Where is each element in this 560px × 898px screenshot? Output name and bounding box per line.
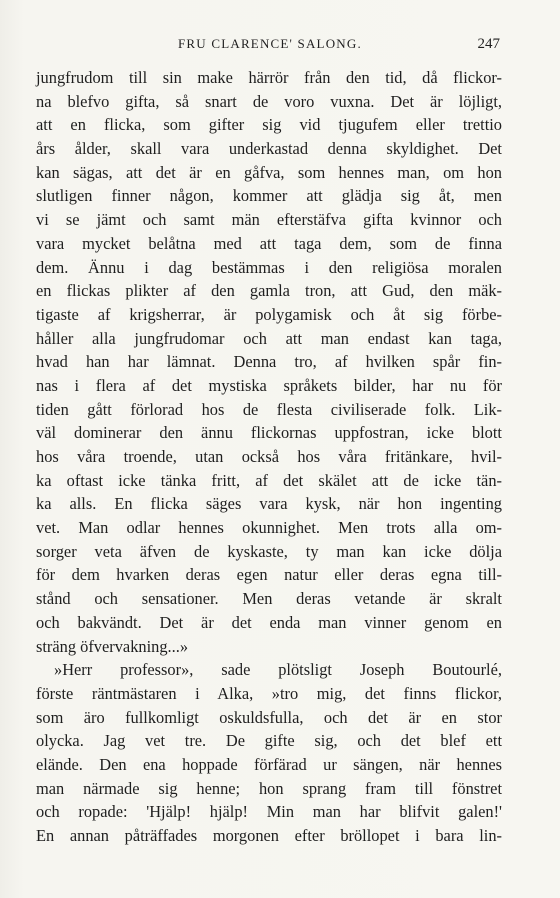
text-line: vet. Man odlar hennes okunnighet. Men trots alla om- xyxy=(36,518,502,538)
page-header xyxy=(0,36,560,56)
text-line: hos våra troende, utan också hos våra fritänkare, hvil- xyxy=(36,447,502,466)
text-line: nas i flera af det mystiska språkets bilder, har nu för xyxy=(36,375,502,395)
text-line: kan sägas, att det är en gåfva, som hennes man, om hon xyxy=(36,162,502,182)
text-line: ka alls. En flicka säges vara kysk, när hon ingenting xyxy=(36,494,502,514)
text-line: slutligen finner någon, kommer att glädja sig åt, men xyxy=(36,186,502,206)
body-text xyxy=(36,66,502,848)
text-line: vara mycket belåtna med att taga dem, som de finna xyxy=(36,233,502,253)
text-line: håller alla jungfrudomar och att man endast kan taga, xyxy=(36,328,502,348)
text-line: som äro fullkomligt oskuldsfulla, och det är en stor xyxy=(36,707,502,727)
text-line: vi se jämt och samt män efterstäfva gifta kvinnor och xyxy=(36,210,502,230)
text-line: års ålder, skall vara underkastad denna skyldighet. Det xyxy=(36,139,502,159)
text-line: man närmade sig henne; hon sprang fram till fönstret xyxy=(36,778,502,798)
text-line: hvad han har lämnat. Denna tro, af hvilken spår fin- xyxy=(36,352,502,372)
text-line: dem. Ännu i dag bestämmas i den religiösa moralen xyxy=(36,257,502,277)
text-line: en flickas plikter af den gamla tron, att Gud, den mäk- xyxy=(36,281,502,301)
text-line: ka oftast icke tänka fritt, af det skälet att de icke tän- xyxy=(36,470,502,490)
text-line: tiden gått förlorad hos de flesta civiliserade folk. Lik- xyxy=(36,399,502,419)
text-line: olycka. Jag vet tre. De gifte sig, och det blef ett xyxy=(36,731,502,751)
text-line: väl dominerar den ännu flickornas uppfostran, icke blott xyxy=(36,423,502,443)
text-line: sträng öfvervakning...» xyxy=(36,636,189,656)
text-line: stånd och sensationer. Men deras vetande är skralt xyxy=(36,589,502,609)
text-line: elände. Den ena hoppade förfärad ur sängen, när hennes xyxy=(36,754,502,774)
text-line: na blefvo gifta, så snart de voro vuxna. Det är löjligt, xyxy=(36,91,502,111)
running-title: FRU CLARENCE' SALONG. xyxy=(178,36,362,51)
text-line: och ropade: 'Hjälp! hjälp! Min man har blifvit galen!' xyxy=(36,802,502,822)
text-line: förste räntmästaren i Alka, »tro mig, det finns flickor, xyxy=(36,683,502,703)
text-line: En annan påträffades morgonen efter bröllopet i bara lin- xyxy=(36,826,502,845)
text-line: tigaste af krigsherrar, är polygamisk och åt sig förbe- xyxy=(36,304,502,324)
text-line: och bakvändt. Det är det enda man vinner genom en xyxy=(36,612,502,632)
text-line: för dem hvarken deras egen natur eller deras egna till- xyxy=(36,565,502,585)
text-line: »Herr professor», sade plötsligt Joseph Boutourlé, xyxy=(54,660,502,680)
text-line: jungfrudom till sin make härrör från den tid, då flickor- xyxy=(36,68,502,87)
text-line: att en flicka, som gifter sig vid tjugufem eller trettio xyxy=(36,115,502,135)
text-line: sorger veta äfven de kyskaste, ty man kan icke dölja xyxy=(36,541,502,561)
page-number: 247 xyxy=(477,36,500,52)
